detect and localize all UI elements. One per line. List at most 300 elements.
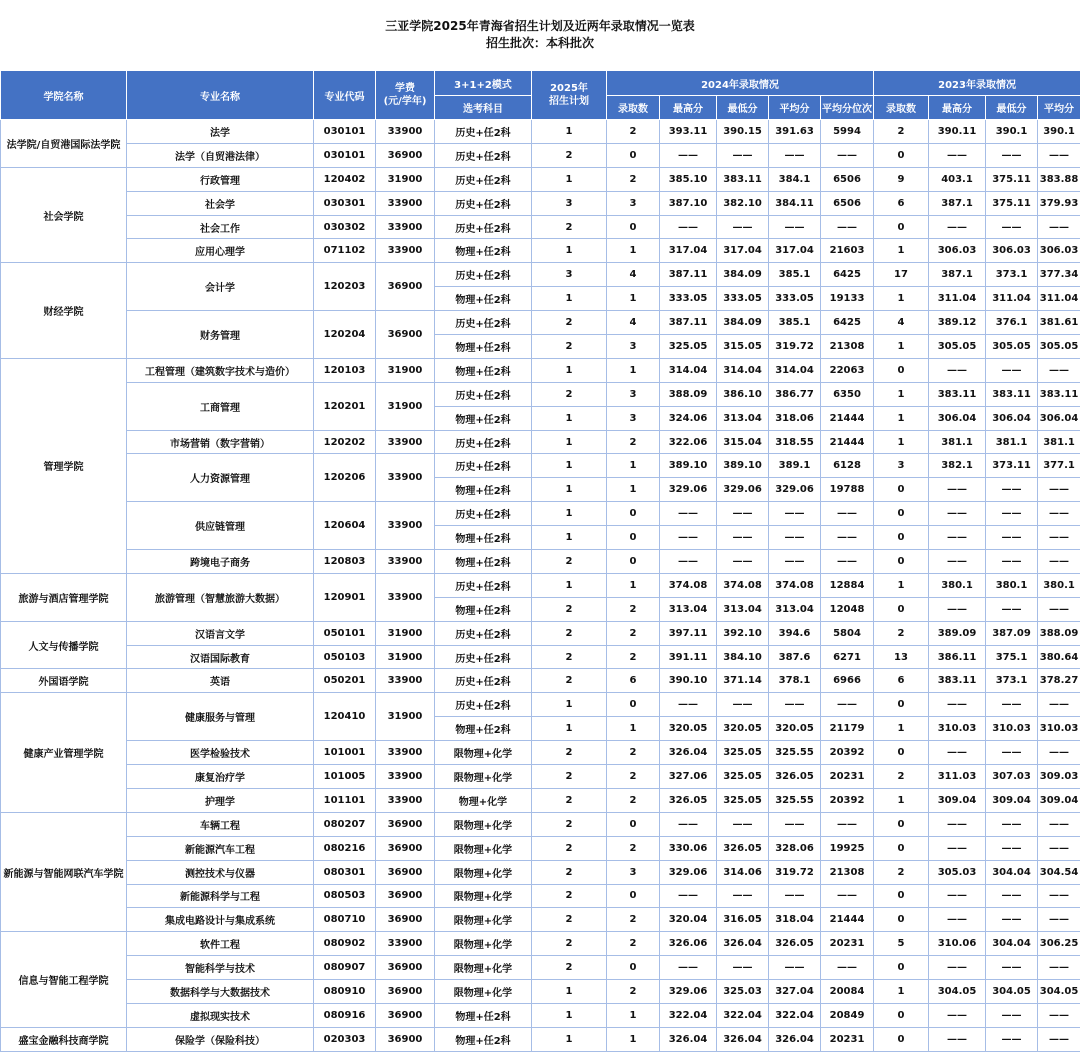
table-row [1, 1027, 1080, 1051]
count-2023-cell: 5 [874, 932, 929, 956]
fee-cell: 36900 [376, 860, 435, 884]
avg-2024-cell: —— [769, 143, 821, 167]
table-row [1, 573, 1080, 597]
max-2024-cell: 333.05 [660, 287, 717, 311]
major-code-cell: 120201 [314, 382, 376, 430]
min-2023-cell: 373.1 [986, 263, 1038, 287]
max-2024-cell: 320.05 [660, 717, 717, 741]
min-2024-cell: 389.10 [717, 454, 769, 478]
max-2024-cell: 330.06 [660, 836, 717, 860]
max-2023-cell: —— [929, 693, 986, 717]
major-name-cell: 英语 [127, 669, 314, 693]
min-2023-cell: 375.11 [986, 191, 1038, 215]
header-2023: 2023年录取情况 [874, 71, 1080, 96]
rank-2024-cell: —— [821, 526, 874, 550]
avg-2023-cell: 306.25 [1038, 932, 1080, 956]
plan-cell: 2 [532, 645, 607, 669]
rank-2024-cell: 21603 [821, 239, 874, 263]
subjects-cell: 历史+任2科 [435, 382, 532, 406]
min-2023-cell: —— [986, 215, 1038, 239]
avg-2023-cell: 383.88 [1038, 167, 1080, 191]
min-2024-cell: —— [717, 143, 769, 167]
min-2023-cell: 304.04 [986, 860, 1038, 884]
subjects-cell: 物理+任2科 [435, 1003, 532, 1027]
table-row [1, 239, 1080, 263]
major-name-cell: 医学检验技术 [127, 741, 314, 765]
avg-2023-cell: —— [1038, 812, 1080, 836]
min-2024-cell: 392.10 [717, 621, 769, 645]
max-2024-cell: —— [660, 693, 717, 717]
table-row [1, 358, 1080, 382]
avg-2024-cell: —— [769, 502, 821, 526]
table-row [1, 215, 1080, 239]
min-2024-cell: 382.10 [717, 191, 769, 215]
max-2024-cell: —— [660, 956, 717, 980]
avg-2023-cell: 381.61 [1038, 311, 1080, 335]
min-2023-cell: —— [986, 550, 1038, 574]
avg-2023-cell: —— [1038, 215, 1080, 239]
fee-cell: 36900 [376, 980, 435, 1004]
avg-2023-cell: 309.03 [1038, 765, 1080, 789]
min-2024-cell: 333.05 [717, 287, 769, 311]
count-2024-cell: 2 [607, 741, 660, 765]
table-row [1, 1003, 1080, 1027]
subjects-cell: 限物理+化学 [435, 860, 532, 884]
max-2024-cell: —— [660, 502, 717, 526]
max-2024-cell: —— [660, 143, 717, 167]
plan-cell: 2 [532, 597, 607, 621]
min-2024-cell: 315.05 [717, 335, 769, 359]
max-2024-cell: 329.06 [660, 980, 717, 1004]
major-code-cell: 050103 [314, 645, 376, 669]
avg-2024-cell: 325.55 [769, 741, 821, 765]
count-2024-cell: 2 [607, 430, 660, 454]
count-2023-cell: 0 [874, 550, 929, 574]
max-2024-cell: 327.06 [660, 765, 717, 789]
subjects-cell: 限物理+化学 [435, 741, 532, 765]
max-2023-cell: 383.11 [929, 382, 986, 406]
header-college: 学院名称 [1, 71, 127, 120]
min-2023-cell: 306.04 [986, 406, 1038, 430]
major-code-cell: 080902 [314, 932, 376, 956]
count-2024-cell: 0 [607, 215, 660, 239]
plan-cell: 1 [532, 1027, 607, 1051]
max-2023-cell: —— [929, 884, 986, 908]
rank-2024-cell: 21308 [821, 335, 874, 359]
max-2023-cell: —— [929, 836, 986, 860]
avg-2024-cell: 314.04 [769, 358, 821, 382]
major-name-cell: 测控技术与仪器 [127, 860, 314, 884]
avg-2023-cell: 383.11 [1038, 382, 1080, 406]
subjects-cell: 历史+任2科 [435, 573, 532, 597]
min-2024-cell: 326.04 [717, 932, 769, 956]
major-code-cell: 120803 [314, 550, 376, 574]
max-2023-cell: 389.12 [929, 311, 986, 335]
max-2024-cell: 388.09 [660, 382, 717, 406]
major-code-cell: 050201 [314, 669, 376, 693]
count-2023-cell: 1 [874, 717, 929, 741]
fee-cell: 33900 [376, 788, 435, 812]
avg-2023-cell: —— [1038, 502, 1080, 526]
subjects-cell: 物理+任2科 [435, 358, 532, 382]
count-2023-cell: 1 [874, 382, 929, 406]
min-2024-cell: 384.09 [717, 311, 769, 335]
avg-2024-cell: 391.63 [769, 120, 821, 144]
major-code-cell: 030101 [314, 120, 376, 144]
subjects-cell: 物理+化学 [435, 788, 532, 812]
count-2023-cell: 0 [874, 1027, 929, 1051]
fee-cell: 36900 [376, 836, 435, 860]
major-code-cell: 050101 [314, 621, 376, 645]
subjects-cell: 物理+任2科 [435, 1027, 532, 1051]
count-2024-cell: 2 [607, 167, 660, 191]
subjects-cell: 物理+任2科 [435, 287, 532, 311]
max-2023-cell: 383.11 [929, 669, 986, 693]
avg-2024-cell: 329.06 [769, 478, 821, 502]
fee-cell: 33900 [376, 502, 435, 550]
max-2023-cell: 305.03 [929, 860, 986, 884]
min-2024-cell: 314.06 [717, 860, 769, 884]
count-2024-cell: 2 [607, 932, 660, 956]
plan-cell: 1 [532, 167, 607, 191]
table-row [1, 932, 1080, 956]
major-code-cell: 030302 [314, 215, 376, 239]
max-2024-cell: 314.04 [660, 358, 717, 382]
min-2023-cell: —— [986, 836, 1038, 860]
avg-2024-cell: —— [769, 693, 821, 717]
count-2023-cell: 0 [874, 1003, 929, 1027]
college-name-cell: 信息与智能工程学院 [1, 932, 127, 1028]
count-2024-cell: 0 [607, 884, 660, 908]
fee-cell: 33900 [376, 669, 435, 693]
avg-2023-cell: —— [1038, 358, 1080, 382]
count-2023-cell: 0 [874, 143, 929, 167]
plan-cell: 2 [532, 382, 607, 406]
max-2024-cell: 322.04 [660, 1003, 717, 1027]
fee-cell: 36900 [376, 908, 435, 932]
max-2023-cell: 310.06 [929, 932, 986, 956]
count-2024-cell: 3 [607, 406, 660, 430]
min-2024-cell: 325.05 [717, 741, 769, 765]
min-2023-cell: 311.04 [986, 287, 1038, 311]
subjects-cell: 历史+任2科 [435, 167, 532, 191]
min-2023-cell: 304.04 [986, 932, 1038, 956]
table-row [1, 980, 1080, 1004]
max-2024-cell: —— [660, 526, 717, 550]
count-2024-cell: 2 [607, 621, 660, 645]
table-row [1, 621, 1080, 645]
major-code-cell: 120206 [314, 454, 376, 502]
major-code-cell: 080216 [314, 836, 376, 860]
avg-2023-cell: 311.04 [1038, 287, 1080, 311]
major-name-cell: 保险学（保险科技） [127, 1027, 314, 1051]
count-2023-cell: 0 [874, 478, 929, 502]
count-2023-cell: 13 [874, 645, 929, 669]
min-2023-cell: —— [986, 358, 1038, 382]
table-row [1, 167, 1080, 191]
table-row [1, 263, 1080, 287]
fee-cell: 36900 [376, 311, 435, 359]
count-2023-cell: 2 [874, 621, 929, 645]
min-2024-cell: 384.09 [717, 263, 769, 287]
major-code-cell: 071102 [314, 239, 376, 263]
rank-2024-cell: 12884 [821, 573, 874, 597]
plan-cell: 1 [532, 430, 607, 454]
min-2023-cell: 373.11 [986, 454, 1038, 478]
avg-2024-cell: 385.1 [769, 311, 821, 335]
max-2023-cell: 305.05 [929, 335, 986, 359]
min-2023-cell: 390.1 [986, 120, 1038, 144]
major-code-cell: 030301 [314, 191, 376, 215]
avg-2023-cell: 304.05 [1038, 980, 1080, 1004]
fee-cell: 33900 [376, 741, 435, 765]
min-2024-cell: 314.04 [717, 358, 769, 382]
subjects-cell: 限物理+化学 [435, 765, 532, 789]
table-row [1, 908, 1080, 932]
rank-2024-cell: 6506 [821, 191, 874, 215]
table-row [1, 788, 1080, 812]
count-2023-cell: 17 [874, 263, 929, 287]
plan-cell: 1 [532, 478, 607, 502]
admission-table [0, 70, 1080, 1052]
avg-2023-cell: —— [1038, 597, 1080, 621]
min-2024-cell: 313.04 [717, 406, 769, 430]
avg-2024-cell: —— [769, 884, 821, 908]
subjects-cell: 物理+任2科 [435, 597, 532, 621]
major-name-cell: 法学（自贸港法律） [127, 143, 314, 167]
count-2023-cell: 1 [874, 430, 929, 454]
avg-2024-cell: —— [769, 526, 821, 550]
college-name-cell: 盛宝金融科技商学院 [1, 1027, 127, 1051]
avg-2023-cell: —— [1038, 478, 1080, 502]
plan-cell: 1 [532, 406, 607, 430]
avg-2024-cell: 326.04 [769, 1027, 821, 1051]
major-code-cell: 120103 [314, 358, 376, 382]
fee-cell: 33900 [376, 932, 435, 956]
plan-cell: 1 [532, 120, 607, 144]
major-code-cell: 101001 [314, 741, 376, 765]
table-row [1, 956, 1080, 980]
max-2024-cell: 329.06 [660, 860, 717, 884]
major-name-cell: 车辆工程 [127, 812, 314, 836]
avg-2023-cell: —— [1038, 908, 1080, 932]
avg-2023-cell: 378.27 [1038, 669, 1080, 693]
plan-cell: 1 [532, 717, 607, 741]
avg-2023-cell: 377.1 [1038, 454, 1080, 478]
college-name-cell: 社会学院 [1, 167, 127, 263]
avg-2024-cell: 326.05 [769, 765, 821, 789]
rank-2024-cell: 6966 [821, 669, 874, 693]
min-2024-cell: 317.04 [717, 239, 769, 263]
min-2023-cell: 310.03 [986, 717, 1038, 741]
avg-2024-cell: 313.04 [769, 597, 821, 621]
subjects-cell: 历史+任2科 [435, 693, 532, 717]
rank-2024-cell: 19788 [821, 478, 874, 502]
fee-cell: 36900 [376, 1027, 435, 1051]
plan-cell: 1 [532, 287, 607, 311]
college-name-cell: 旅游与酒店管理学院 [1, 573, 127, 621]
college-name-cell: 财经学院 [1, 263, 127, 359]
major-name-cell: 工商管理 [127, 382, 314, 430]
major-code-cell: 120604 [314, 502, 376, 550]
rank-2024-cell: 21444 [821, 406, 874, 430]
rank-2024-cell: —— [821, 215, 874, 239]
avg-2024-cell: —— [769, 956, 821, 980]
min-2023-cell: 375.11 [986, 167, 1038, 191]
min-2023-cell: —— [986, 812, 1038, 836]
fee-cell: 33900 [376, 430, 435, 454]
plan-cell: 2 [532, 860, 607, 884]
count-2023-cell: 1 [874, 406, 929, 430]
count-2023-cell: 1 [874, 980, 929, 1004]
min-2023-cell: 309.04 [986, 788, 1038, 812]
major-code-cell: 080910 [314, 980, 376, 1004]
avg-2023-cell: 380.64 [1038, 645, 1080, 669]
rank-2024-cell: 20084 [821, 980, 874, 1004]
college-name-cell: 外国语学院 [1, 669, 127, 693]
major-name-cell: 跨境电子商务 [127, 550, 314, 574]
rank-2024-cell: 21179 [821, 717, 874, 741]
rank-2024-cell: —— [821, 693, 874, 717]
subjects-cell: 物理+任2科 [435, 406, 532, 430]
avg-2024-cell: 319.72 [769, 335, 821, 359]
header-mode: 3+1+2模式 [435, 71, 532, 96]
min-2024-cell: —— [717, 956, 769, 980]
avg-2024-cell: 322.04 [769, 1003, 821, 1027]
major-name-cell: 供应链管理 [127, 502, 314, 550]
plan-cell: 1 [532, 526, 607, 550]
major-code-cell: 101101 [314, 788, 376, 812]
plan-cell: 1 [532, 358, 607, 382]
header-fee: 学费 (元/学年) [376, 71, 435, 120]
fee-cell: 33900 [376, 215, 435, 239]
count-2024-cell: 1 [607, 1027, 660, 1051]
max-2024-cell: 387.10 [660, 191, 717, 215]
min-2024-cell: 325.05 [717, 765, 769, 789]
max-2024-cell: 322.06 [660, 430, 717, 454]
max-2023-cell: —— [929, 908, 986, 932]
min-2023-cell: 375.1 [986, 645, 1038, 669]
plan-cell: 2 [532, 884, 607, 908]
major-name-cell: 智能科学与技术 [127, 956, 314, 980]
avg-2024-cell: 328.06 [769, 836, 821, 860]
major-name-cell: 工程管理（建筑数字技术与造价） [127, 358, 314, 382]
count-2023-cell: 0 [874, 812, 929, 836]
plan-cell: 2 [532, 621, 607, 645]
plan-cell: 1 [532, 239, 607, 263]
min-2023-cell: 306.03 [986, 239, 1038, 263]
min-2023-cell: —— [986, 956, 1038, 980]
max-2023-cell: 387.1 [929, 263, 986, 287]
count-2023-cell: 0 [874, 358, 929, 382]
plan-cell: 1 [532, 454, 607, 478]
avg-2023-cell: 388.09 [1038, 621, 1080, 645]
subjects-cell: 物理+任2科 [435, 550, 532, 574]
min-2023-cell: 376.1 [986, 311, 1038, 335]
count-2023-cell: 3 [874, 454, 929, 478]
subjects-cell: 历史+任2科 [435, 454, 532, 478]
max-2024-cell: 320.04 [660, 908, 717, 932]
min-2023-cell: 307.03 [986, 765, 1038, 789]
college-name-cell: 法学院/自贸港国际法学院 [1, 120, 127, 168]
count-2023-cell: 6 [874, 191, 929, 215]
avg-2023-cell: 304.54 [1038, 860, 1080, 884]
min-2024-cell: 384.10 [717, 645, 769, 669]
rank-2024-cell: 20231 [821, 1027, 874, 1051]
college-name-cell: 新能源与智能网联汽车学院 [1, 812, 127, 931]
count-2023-cell: 0 [874, 836, 929, 860]
count-2024-cell: 2 [607, 980, 660, 1004]
major-code-cell: 080907 [314, 956, 376, 980]
min-2024-cell: —— [717, 812, 769, 836]
count-2023-cell: 2 [874, 860, 929, 884]
count-2023-cell: 6 [874, 669, 929, 693]
count-2024-cell: 1 [607, 717, 660, 741]
count-2024-cell: 0 [607, 502, 660, 526]
rank-2024-cell: —— [821, 550, 874, 574]
rank-2024-cell: 19925 [821, 836, 874, 860]
avg-2023-cell: —— [1038, 741, 1080, 765]
count-2023-cell: 4 [874, 311, 929, 335]
max-2024-cell: 326.06 [660, 932, 717, 956]
max-2023-cell: —— [929, 478, 986, 502]
count-2023-cell: 2 [874, 120, 929, 144]
rank-2024-cell: 20392 [821, 741, 874, 765]
avg-2023-cell: 380.1 [1038, 573, 1080, 597]
count-2023-cell: 1 [874, 573, 929, 597]
table-row [1, 311, 1080, 335]
subjects-cell: 限物理+化学 [435, 812, 532, 836]
page-subtitle: 招生批次：本科批次 [0, 35, 1080, 51]
min-2023-cell: —— [986, 1027, 1038, 1051]
avg-2023-cell: —— [1038, 550, 1080, 574]
min-2024-cell: 386.10 [717, 382, 769, 406]
rank-2024-cell: 20392 [821, 788, 874, 812]
table-row [1, 143, 1080, 167]
rank-2024-cell: —— [821, 812, 874, 836]
count-2023-cell: 0 [874, 597, 929, 621]
header-code: 专业代码 [314, 71, 376, 120]
major-code-cell: 080916 [314, 1003, 376, 1027]
avg-2024-cell: 320.05 [769, 717, 821, 741]
count-2024-cell: 6 [607, 669, 660, 693]
count-2024-cell: 4 [607, 311, 660, 335]
table-row [1, 812, 1080, 836]
major-code-cell: 120203 [314, 263, 376, 311]
plan-cell: 2 [532, 765, 607, 789]
plan-cell: 3 [532, 191, 607, 215]
rank-2024-cell: 22063 [821, 358, 874, 382]
fee-cell: 36900 [376, 263, 435, 311]
subjects-cell: 物理+任2科 [435, 335, 532, 359]
max-2023-cell: 390.11 [929, 120, 986, 144]
subjects-cell: 历史+任2科 [435, 143, 532, 167]
max-2023-cell: —— [929, 597, 986, 621]
major-name-cell: 汉语国际教育 [127, 645, 314, 669]
min-2024-cell: 325.05 [717, 788, 769, 812]
count-2023-cell: 1 [874, 335, 929, 359]
max-2024-cell: 326.04 [660, 741, 717, 765]
avg-2024-cell: 378.1 [769, 669, 821, 693]
count-2024-cell: 2 [607, 765, 660, 789]
max-2023-cell: 386.11 [929, 645, 986, 669]
avg-2024-cell: 318.04 [769, 908, 821, 932]
count-2024-cell: 1 [607, 454, 660, 478]
min-2023-cell: —— [986, 884, 1038, 908]
count-2024-cell: 1 [607, 287, 660, 311]
fee-cell: 33900 [376, 454, 435, 502]
min-2024-cell: —— [717, 550, 769, 574]
